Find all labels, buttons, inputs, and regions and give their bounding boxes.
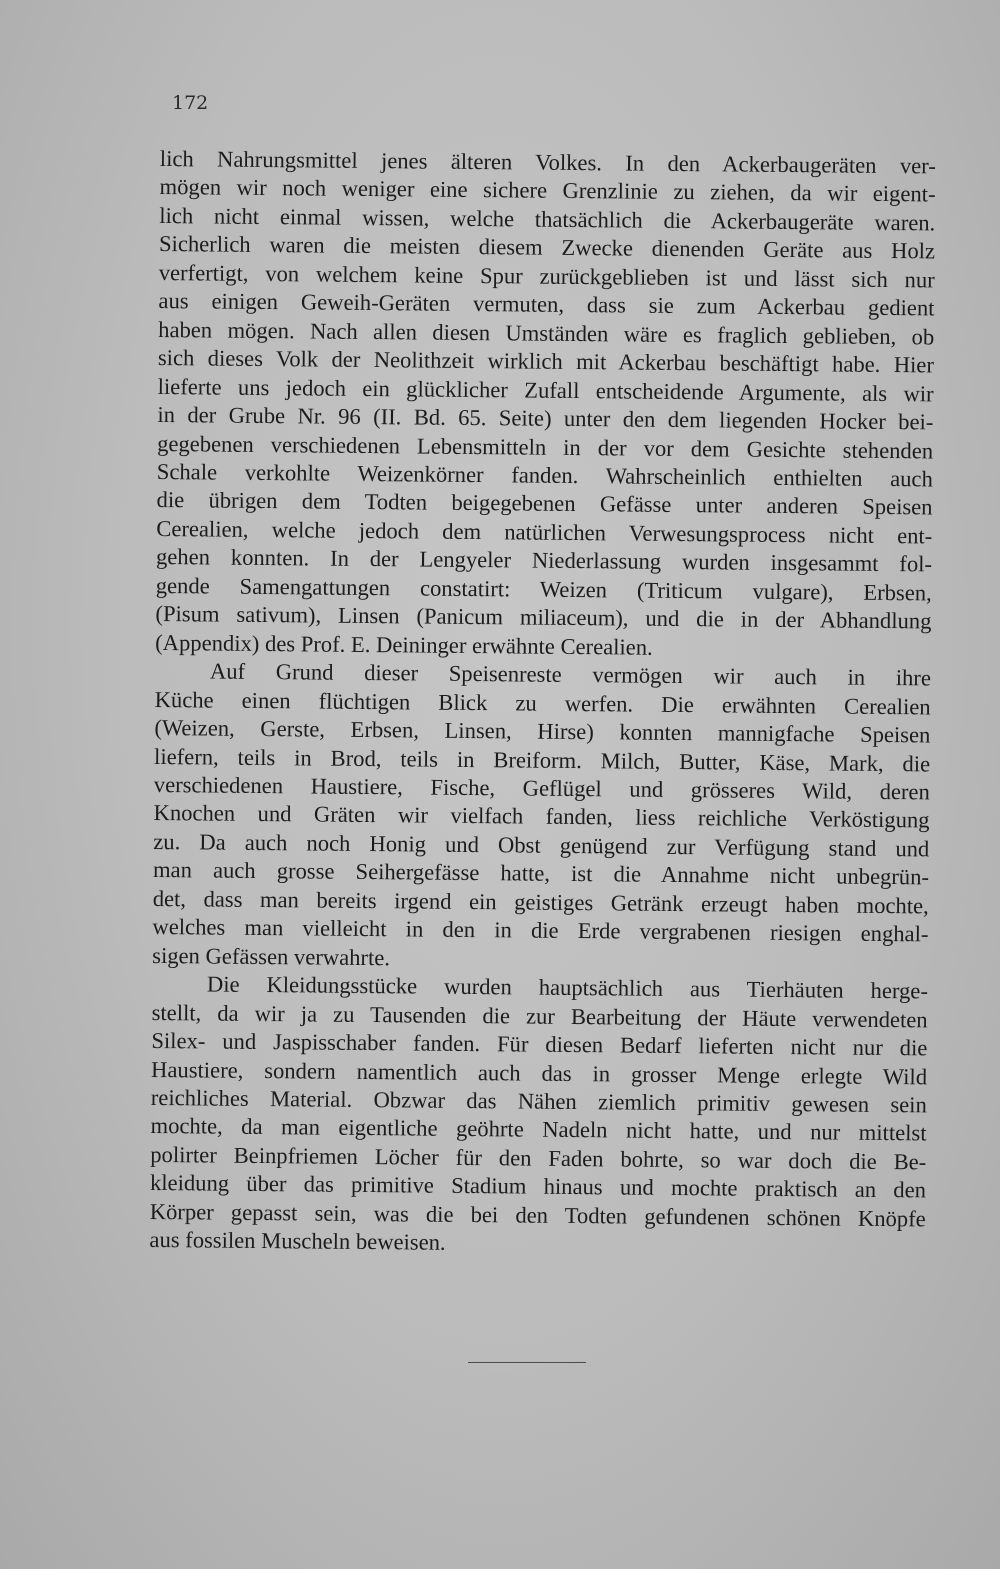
paragraph	[155, 145, 936, 665]
text-line: Körper gepasst sein, was die bei den Todten gefundenen schönen Knöpfe	[149, 1198, 926, 1232]
text-line: reichliches Material. Obzwar das Nähen ziemlich primitiv gewesen sein	[150, 1084, 927, 1118]
text-line: det, dass man bereits irgend ein geistiges Getränk erzeugt haben mochte,	[152, 885, 929, 919]
paragraph	[149, 970, 928, 1262]
body-text	[149, 145, 936, 1262]
text-line: Haustiere, sondern namentlich auch das in grosser Menge erlegte Wild	[151, 1056, 928, 1089]
text-line: Sicherlich waren die meisten diesem Zwecke dienenden Geräte aus Holz	[158, 231, 936, 264]
end-rule	[468, 1362, 586, 1363]
text-line: sich dieses Volk der Neolithzeit wirklich mit Ackerbau beschäftigt habe. Hier	[157, 345, 935, 378]
text-line: verschiedenen Haustiere, Fische, Geflügel und grösseres Wild, deren	[153, 771, 930, 805]
text-line: Auf Grund dieser Speisenreste vermögen wir auch in ihre	[209, 658, 932, 691]
text-line: gende Samengattungen constatirt: Weizen (Triticum vulgare), Erbsen,	[155, 572, 932, 606]
text-line: lich nicht einmal wissen, welche thatsächlich die Ackerbaugeräte waren.	[159, 202, 936, 236]
text-line: kleidung über das primitive Stadium hinaus und mochte praktisch an den	[149, 1170, 927, 1203]
text-line: aus fossilen Muscheln beweisen.	[149, 1227, 446, 1256]
text-line: welches man vielleicht in den in die Erde vergrabenen riesigen enghal-	[152, 914, 929, 947]
text-line: (Pisum sativum), Linsen (Panicum miliaceum), und die in der Abhandlung	[155, 601, 932, 634]
text-line: gegebenen verschiedenen Lebensmitteln in der vor dem Gesichte stehenden	[157, 430, 934, 463]
text-line: (Appendix) des Prof. E. Deininger erwähnte Cerealien.	[155, 629, 653, 660]
text-line: Cerealien, welche jedoch dem natürlichen Verwesungsprocess nicht ent-	[156, 515, 933, 549]
text-line: Küche einen flüchtigen Blick zu werfen. Die erwähnten Cerealien	[154, 686, 931, 720]
text-line: gehen konnten. In der Lengyeler Niederlassung wurden insgesammt fol-	[155, 544, 933, 577]
text-line: sigen Gefässen verwahrte.	[152, 942, 391, 970]
text-line: liefern, teils in Brod, teils in Breiform. Milch, Butter, Käse, Mark, die	[154, 743, 931, 776]
text-line: mögen wir noch weniger eine sichere Grenzlinie zu ziehen, da wir eigent-	[159, 174, 936, 207]
paragraph	[152, 657, 931, 977]
text-line: (Weizen, Gerste, Erbsen, Linsen, Hirse) konnten mannigfache Speisen	[154, 715, 931, 748]
text-line: in der Grube Nr. 96 (II. Bd. 65. Seite) unter den dem liegenden Hocker bei-	[157, 402, 934, 435]
text-line: lieferte uns jedoch ein glücklicher Zufall entscheidende Argumente, als wir	[157, 373, 934, 407]
text-line: haben mögen. Nach allen diesen Umständen wäre es fraglich geblieben, ob	[158, 316, 935, 350]
text-line: Knochen und Gräten wir vielfach fanden, liess reichliche Verköstigung	[153, 800, 930, 833]
text-line: lich Nahrungsmittel jenes älteren Volkes. In den Ackerbaugeräten ver-	[159, 145, 936, 179]
text-line: Silex- und Jaspisschaber fanden. Für diesen Bedarf lieferten nicht nur die	[151, 1028, 928, 1061]
text-line: mochte, da man eigentliche geöhrte Nadeln nicht hatte, und nur mittelst	[150, 1113, 927, 1146]
text-line: zu. Da auch noch Honig und Obst genügend zur Verfügung stand und	[153, 828, 930, 862]
text-line: verfertigt, von welchem keine Spur zurückgeblieben ist und lässt sich nur	[158, 259, 935, 293]
text-line: aus einigen Geweih-Geräten vermuten, dass sie zum Ackerbau gedient	[158, 288, 935, 321]
text-line: Schale verkohlte Weizenkörner fanden. Wahrscheinlich enthielten auch	[156, 458, 933, 492]
page-number: 172	[172, 92, 209, 114]
text-line: polirter Beinpfriemen Löcher für den Faden bohrte, so war doch die Be-	[150, 1141, 927, 1175]
text-line: die übrigen dem Todten beigegebenen Gefässe unter anderen Speisen	[156, 487, 933, 520]
text-line: man auch grosse Seihergefässe hatte, ist die Annahme nicht unbegrün-	[152, 857, 930, 890]
text-line: stellt, da wir ja zu Tausenden die zur Bearbeitung der Häute verwendeten	[151, 999, 928, 1033]
text-line: Die Kleidungsstücke wurden hauptsächlich aus Tierhäuten herge-	[206, 971, 929, 1004]
